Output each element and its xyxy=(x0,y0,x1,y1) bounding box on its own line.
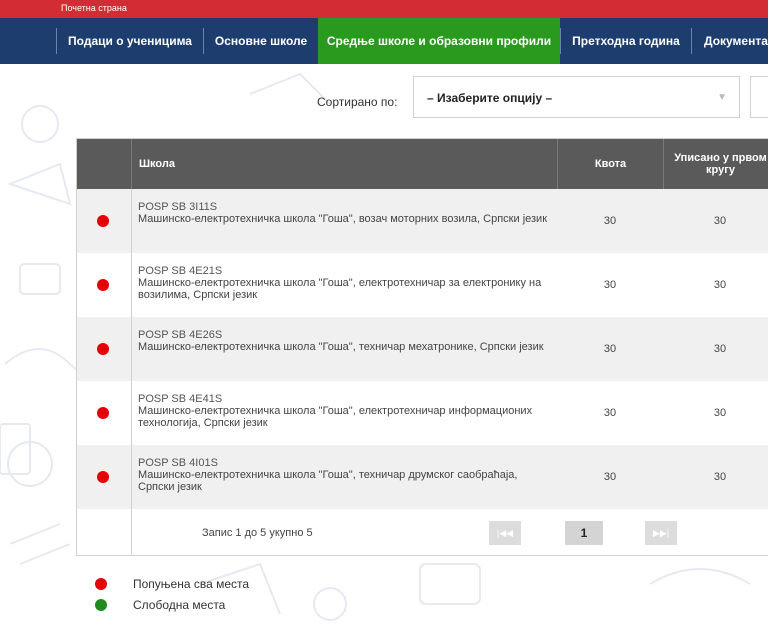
school-cell xyxy=(138,265,548,301)
main-nav xyxy=(0,18,768,64)
nav-item-previous-year[interactable]: Претходна година xyxy=(572,34,680,48)
profile-code: POSP SB 3I11S xyxy=(138,201,218,213)
quota-value: 30 xyxy=(603,471,617,483)
nav-separator xyxy=(691,28,692,54)
school-cell xyxy=(138,457,548,493)
record-info: Запис 1 до 5 укупно 5 xyxy=(202,527,313,539)
column-divider xyxy=(131,509,132,555)
enrolled-value: 30 xyxy=(713,407,727,419)
school-cell xyxy=(138,393,548,429)
current-page-button[interactable]: 1 xyxy=(565,521,603,545)
column-divider xyxy=(131,317,132,381)
quota-value: 30 xyxy=(603,215,617,227)
quota-value: 30 xyxy=(603,343,617,355)
table-row[interactable] xyxy=(77,445,768,509)
enrolled-value: 30 xyxy=(713,279,727,291)
first-page-icon[interactable]: |◀◀ xyxy=(489,521,521,545)
status-full-dot xyxy=(97,407,109,419)
red-dot-icon xyxy=(95,578,107,590)
profile-code: POSP SB 4E41S xyxy=(138,393,223,405)
status-full-dot xyxy=(97,471,109,483)
sort-select[interactable] xyxy=(413,76,740,118)
table-row[interactable] xyxy=(77,317,768,381)
profile-code: POSP SB 4E26S xyxy=(138,329,223,341)
legend-label: Слободна места xyxy=(133,598,226,612)
quota-value: 30 xyxy=(603,279,617,291)
top-bar xyxy=(0,0,768,18)
home-link[interactable]: Почетна страна xyxy=(61,3,127,13)
table-row[interactable] xyxy=(77,381,768,445)
status-full-dot xyxy=(97,279,109,291)
table-header xyxy=(77,139,768,189)
enrolled-value: 30 xyxy=(713,215,727,227)
school-cell xyxy=(138,329,548,353)
table-row[interactable] xyxy=(77,253,768,317)
quota-value: 30 xyxy=(603,407,617,419)
column-divider xyxy=(131,381,132,445)
school-name: Машинско-електротехничка школа "Гоша", техничар друмског саобраћаја, Српски језик xyxy=(138,469,518,493)
profile-code: POSP SB 4E21S xyxy=(138,265,223,277)
header-quota[interactable]: Квота xyxy=(557,139,663,189)
table-footer xyxy=(77,509,768,555)
header-school[interactable]: Школа xyxy=(131,139,557,189)
column-divider xyxy=(131,445,132,509)
profile-code: POSP SB 4I01S xyxy=(138,457,218,469)
school-name: Машинско-електротехничка школа "Гоша", возач моторних возила, Српски језик xyxy=(138,213,548,225)
status-full-dot xyxy=(97,215,109,227)
sort-label: Сортирано по: xyxy=(317,95,398,109)
secondary-select[interactable] xyxy=(750,76,768,118)
header-status xyxy=(77,139,131,189)
table-row[interactable] xyxy=(77,189,768,253)
nav-item-students[interactable]: Подаци о ученицима xyxy=(68,34,192,48)
header-enrolled[interactable]: Уписано у првом кругу xyxy=(663,139,768,189)
school-name: Машинско-електротехничка школа "Гоша", електротехничар информационих технологија, Српски језик xyxy=(138,405,533,429)
legend-label: Попуњена сва места xyxy=(133,577,250,591)
school-cell xyxy=(138,201,548,225)
status-full-dot xyxy=(97,343,109,355)
enrolled-value: 30 xyxy=(713,471,727,483)
nav-item-secondary-schools[interactable]: Средње школе и образовни профили xyxy=(318,18,560,64)
green-dot-icon xyxy=(95,599,107,611)
chevron-down-icon: ▼ xyxy=(717,92,727,103)
school-name: Машинско-електротехничка школа "Гоша", техничар мехатронике, Српски језик xyxy=(138,341,544,353)
column-divider xyxy=(131,189,132,253)
column-divider xyxy=(131,253,132,317)
last-page-icon[interactable]: ▶▶| xyxy=(645,521,677,545)
nav-item-primary-schools[interactable]: Основне школе xyxy=(214,34,308,48)
schools-table xyxy=(76,138,768,556)
sort-row xyxy=(0,76,768,120)
nav-item-documents[interactable]: Документа xyxy=(704,34,768,48)
enrolled-value: 30 xyxy=(713,343,727,355)
sort-select-value: – Изаберите опцију – xyxy=(427,91,553,105)
school-name: Машинско-електротехничка школа "Гоша", електротехничар за електронику на возилима, Српски језик xyxy=(138,277,542,301)
